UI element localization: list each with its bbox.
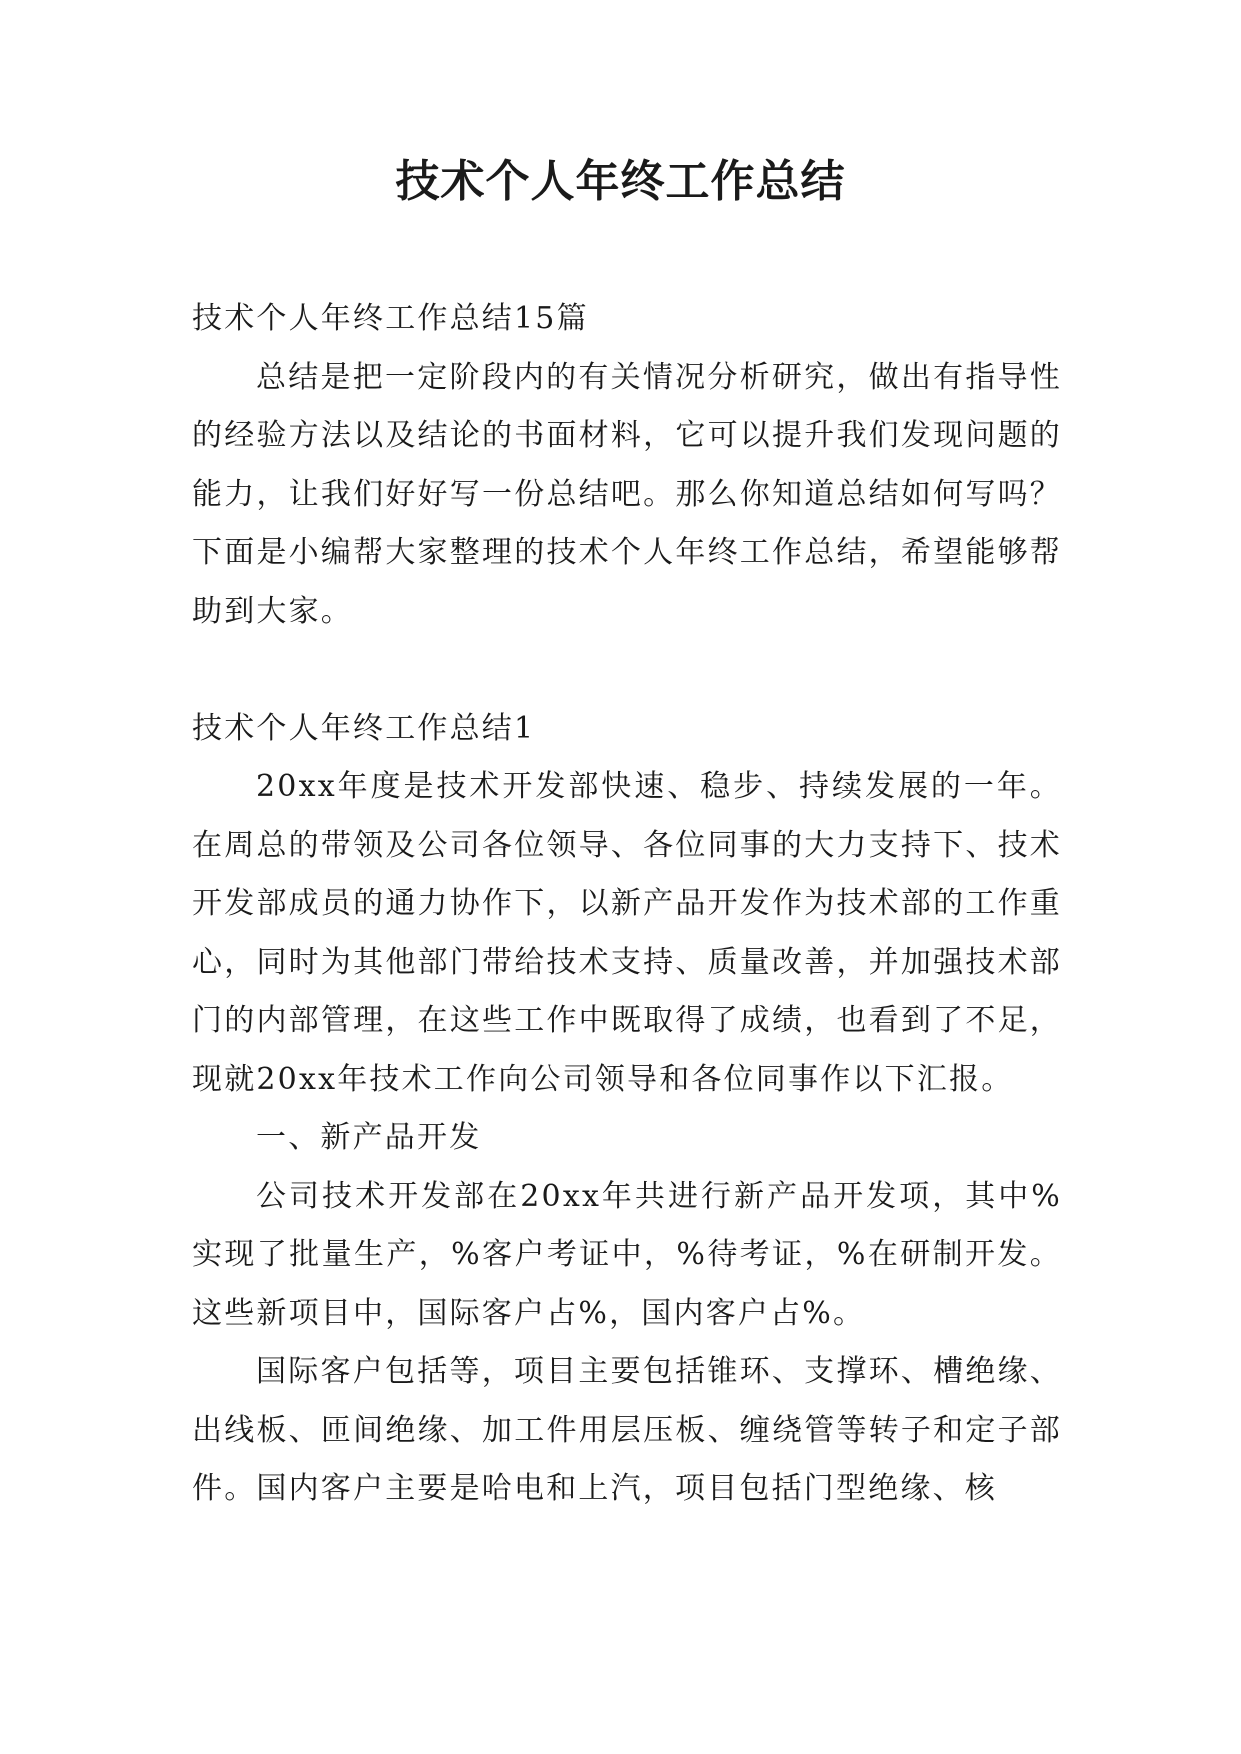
body-paragraph: 公司技术开发部在20xx年共进行新产品开发项，其中%实现了批量生产，%客户考证中，%待考证，%在研制开发。这些新项目中，国际客户占%，国内客户占%。 [192, 1178, 1062, 1331]
body-paragraph: 20xx年度是技术开发部快速、稳步、持续发展的一年。在周总的带领及公司各位领导、各位同事的大力支持下、技术开发部成员的通力协作下，以新产品开发作为技术部的工作重心，同时为其他部门带给技术支持、质量改善，并加强技术部门的内部管理，在这些工作中既取得了成绩，也看到了不足，现就20xx年技术工作向公司领导和各位同事作以下汇报。 [192, 769, 1062, 1097]
body-paragraph: 国际客户包括等，项目主要包括锥环、支撑环、槽绝缘、出线板、匝间绝缘、加工件用层压板、缠绕管等转子和定子部件。国内客户主要是哈电和上汽，项目包括门型绝缘、核 [192, 1354, 1062, 1506]
document-subtitle: 技术个人年终工作总结15篇 [192, 301, 589, 336]
intro-paragraph: 总结是把一定阶段内的有关情况分析研究，做出有指导性的经验方法以及结论的书面材料，它可以提升我们发现问题的能力，让我们好好写一份总结吧。那么你知道总结如何写吗？下面是小编帮大家整理的技术个人年终工作总结，希望能够帮助到大家。 [192, 359, 1062, 629]
subheading-new-product-development: 一、新产品开发 [256, 1120, 482, 1155]
paragraph-spacer [192, 641, 1062, 700]
section-heading: 技术个人年终工作总结1 [192, 710, 536, 746]
page-title: 技术个人年终工作总结 [395, 156, 846, 207]
document-body [192, 290, 1062, 1519]
